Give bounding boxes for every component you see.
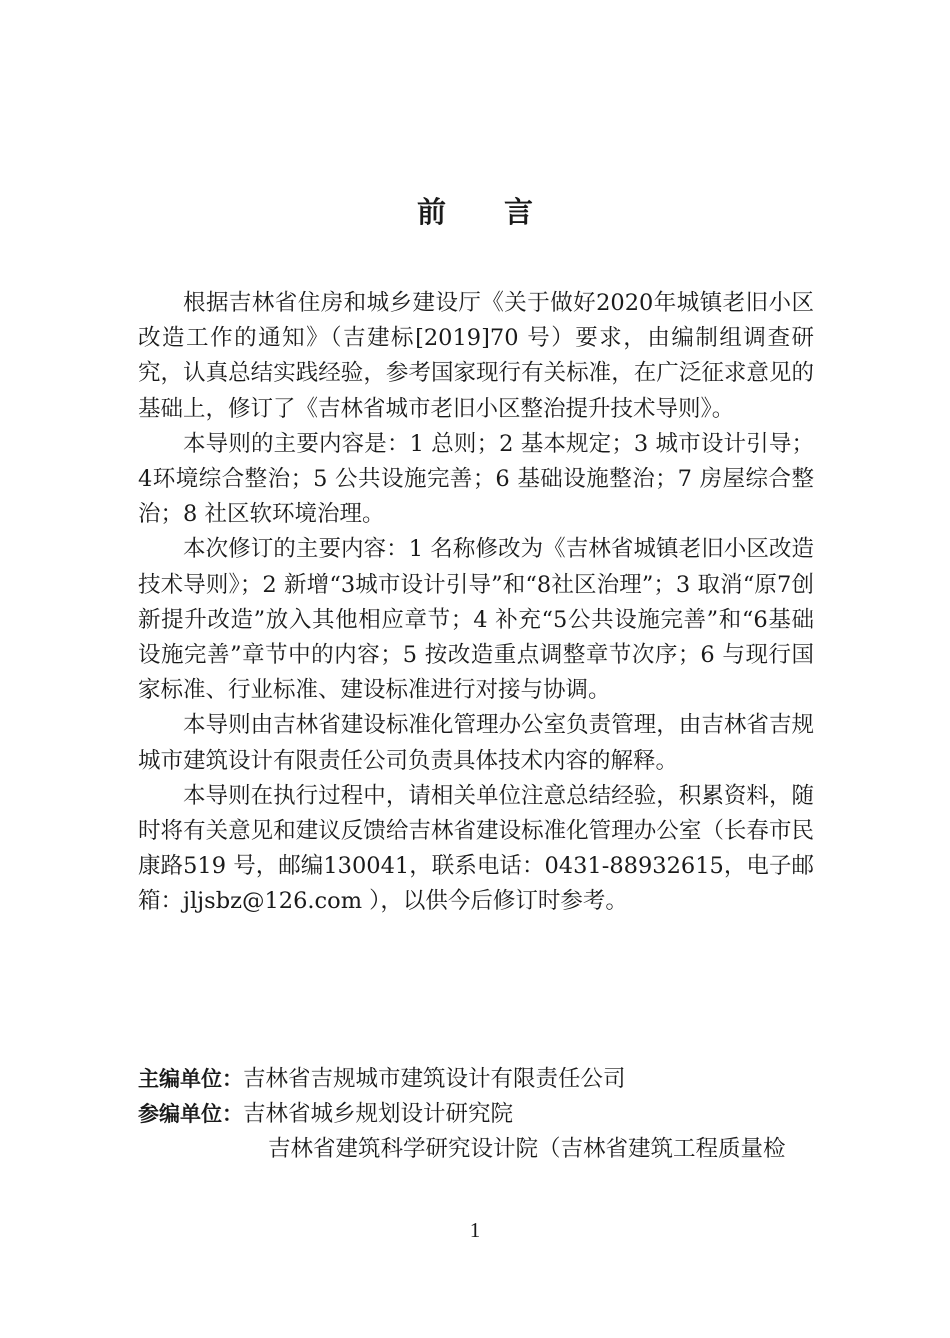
paragraph-feedback: 本导则在执行过程中，请相关单位注意总结经验，积累资料，随时将有关意见和建议反馈给吉林省建设标准化管理办公室（长春市民康路519 号，邮编130041，联系电话：0431-88932615，电子邮箱：jljsbz@126.com ），以供今后修订时参考。 — [138, 782, 814, 915]
editing-units — [138, 1062, 828, 1167]
paragraph-basis: 根据吉林省住房和城乡建设厅《关于做好2020年城镇老旧小区改造工作的通知》（吉建标[2019]70 号）要求，由编制组调查研究，认真总结实践经验，参考国家现行有关标准，在广泛征求意见的基础上，修订了《吉林省城市老旧小区整治提升技术导则》。 — [138, 290, 814, 422]
paragraph-management: 本导则由吉林省建设标准化管理办公室负责管理，由吉林省吉规城市建筑设计有限责任公司负责具体技术内容的解释。 — [138, 712, 814, 774]
co-editor-name: 吉林省城乡规划设计研究院 — [243, 1101, 514, 1127]
co-editor-label: 参编单位： — [138, 1102, 243, 1126]
chief-editor-row — [138, 1062, 828, 1097]
paragraph-main-content: 本导则的主要内容是：1 总则；2 基本规定；3 城市设计引导；4环境综合整治；5 公共设施完善；6 基础设施整治；7 房屋综合整治；8 社区软环境治理。 — [138, 430, 814, 528]
paragraph-revision: 本次修订的主要内容：1 名称修改为《吉林省城镇老旧小区改造技术导则》；2 新增“3城市设计引导”和“8社区治理”；3 取消“原7创新提升改造”放入其他相应章节；4 补充“5公共设施完善”和“6基础设施完善”章节中的内容；5 按改造重点调整章节次序；6 与现行国家标准、行业标准、建设标准进行对接与协调。 — [138, 536, 814, 704]
co-editor-row — [138, 1097, 828, 1132]
chief-editor-name: 吉林省吉规城市建筑设计有限责任公司 — [243, 1066, 626, 1092]
page-number: 1 — [469, 1218, 481, 1242]
co-editor-name: 吉林省建筑科学研究设计院（吉林省建筑工程质量检 — [268, 1136, 786, 1162]
preface-body — [138, 286, 814, 920]
chief-editor-label: 主编单位： — [138, 1067, 243, 1091]
page-title: 前 言 — [416, 195, 558, 229]
